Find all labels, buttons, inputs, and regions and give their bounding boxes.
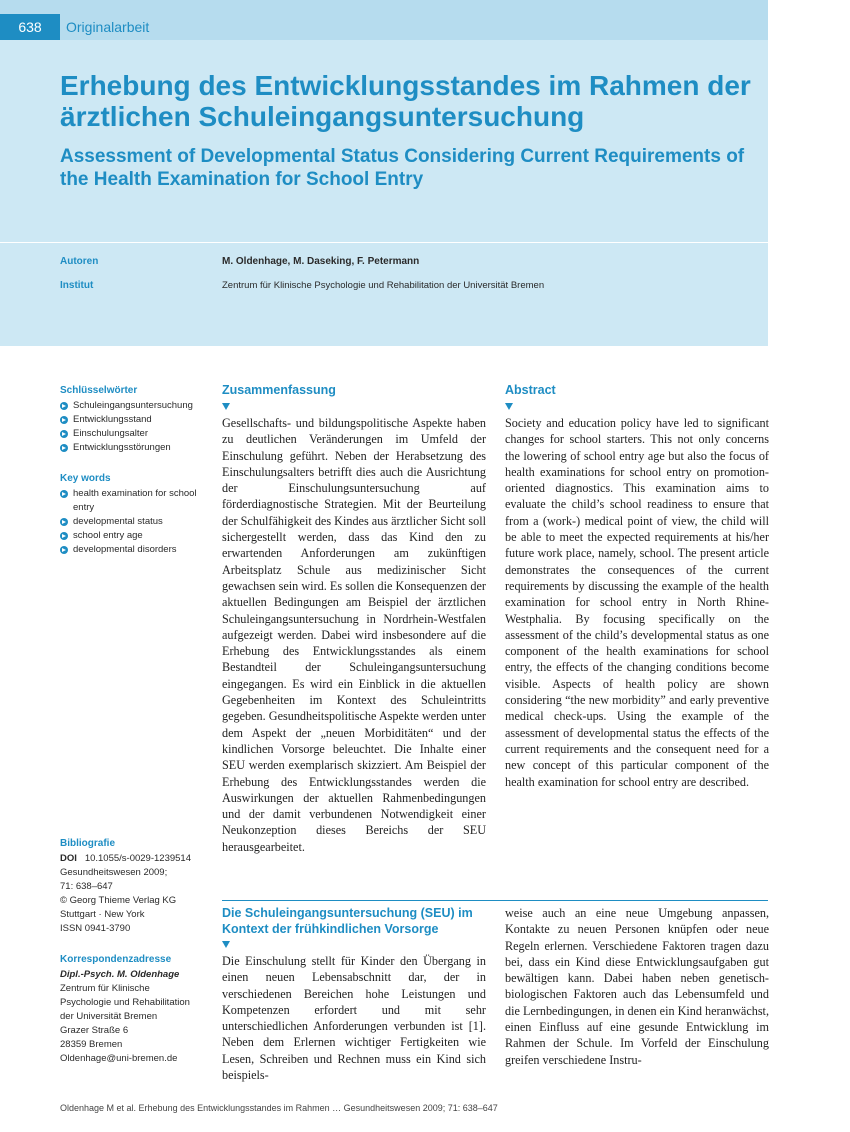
seu-text-right: weise auch an eine neue Umgebung anpassen, Kontakte zu neuen Personen knüpfen oder neue Regeln erlernen. Verschiedene Faktoren tragen dazu bei, dass ein Kind diese Entwicklungsaufgaben gut bewältigen kann. Dabei haben neben genetisch-biologischen Faktoren auch das Lebensumfeld und die Lernbedingungen, in denen ein Kind heranwächst, einen Einfluss auf eine gesunde Entwicklung im Rahmen der Schule. Im Vorfeld der Einschulung greifen verschiedene Instru- [505, 906, 769, 1067]
bibliography-label: Bibliografie [60, 838, 116, 849]
biblio-line: Stuttgart · New York [60, 909, 145, 920]
keyword-item: health examination for school entry [60, 487, 200, 515]
triangle-marker-icon [222, 403, 230, 410]
article-title: Erhebung des Entwicklungsstandes im Rahmen der ärztlichen Schuleingangsuntersuchung [60, 70, 751, 132]
seu-text-left: Die Einschulung stellt für Kinder den Übergang in einen neuen Lebensabschnitt dar, der in verschiedenen Bereichen hohe Leistungen und Kompetenzen erfordert und mit sehr unterschiedlichen Anforderungen verbunden ist [1]. Neben dem Erlernen wichtiger Fertigkeiten wie Lesen, Schreiben und Rechnen muss ein Kind sich beispiels- [222, 954, 486, 1083]
biblio-line: Gesundheitswesen 2009; [60, 867, 168, 878]
institute: Zentrum für Klinische Psychologie und Rehabilitation der Universität Bremen [222, 280, 545, 291]
keywords-de-block [60, 384, 210, 455]
address-line: der Universität Bremen [60, 1011, 158, 1022]
correspondence-block [60, 953, 210, 1066]
keyword-item: Entwicklungsstörungen [60, 441, 210, 455]
zusammenfassung-heading: Zusammenfassung [222, 383, 336, 397]
doi-line: DOI 10.1055/s-0029-1239514 [60, 853, 191, 864]
authors-label: Autoren [60, 256, 99, 267]
article-subtitle: Assessment of Developmental Status Considering Current Requirements of the Health Examination for School Entry [60, 146, 745, 190]
bibliography-block [60, 837, 210, 936]
address-line: Zentrum für Klinische [60, 983, 150, 994]
keyword-item: Einschulungsalter [60, 427, 210, 441]
arrow-bullet-icon [60, 402, 68, 410]
keyword-item: Entwicklungsstand [60, 413, 210, 427]
keyword-item: school entry age [60, 529, 200, 543]
section-label: Originalarbeit [66, 19, 150, 35]
zusammenfassung-text: Gesellschafts- und bildungspolitische Aspekte haben zu deutlichen Veränderungen im Umfeld der Einschulung geführt. Neben der Herabsetzung des Einschulungsalters betrifft dies auch die Ausrichtung der Einschulungsuntersuchung auf förderdiagnostische Strategien. Mit der Beurteilung der Schulfähigkeit des Kindes aus ärztlicher Sicht soll sichergestellt werden, dass das Kind den zu erwartenden Anforderungen am zukünftigen Arbeitsplatz Schule aus medizinischer Sicht gewachsen sein wird. Es sollen die Konsequenzen der aktuellen Bedingungen am Beispiel der ärztlichen Schuleingangsuntersuchung in Nordrhein-Westfalen aufgezeigt werden. Dabei wird insbesondere auf die Erhebung des Entwicklungsstandes als einem Bestandteil der Schuleingangsuntersuchung eingegangen. Es wird ein Einblick in die aktuellen Gegebenheiten im Kontext des Schuleintritts gegeben. Gesundheitspolitische Aspekte werden unter dem Aspekt der „neuen Morbiditäten“ und der kindlichen Vorsorge beleuchtet. Die Inhalte einer SEU werden exemplarisch skizziert. Am Beispiel der Erhebung des Entwicklungsstandes werden die Auswirkungen der aktuellen Rahmenbedingungen und der damit verbundenen Notwendigkeit einer Neukonzeption dieses Bereichs der SEU herausgearbeitet. [222, 416, 486, 854]
arrow-bullet-icon [60, 490, 68, 498]
correspondence-name: Dipl.-Psych. M. Oldenhage [60, 969, 180, 980]
keywords-en-block [60, 472, 200, 557]
section-rule [222, 900, 768, 901]
page-number: 638 [0, 14, 60, 40]
email-link[interactable]: Oldenhage@uni-bremen.de [60, 1053, 178, 1064]
biblio-line: ISSN 0941-3790 [60, 923, 131, 934]
correspondence-label: Korrespondenzadresse [60, 954, 172, 965]
keywords-de-label: Schlüsselwörter [60, 385, 138, 396]
triangle-marker-icon [505, 403, 513, 410]
arrow-bullet-icon [60, 416, 68, 424]
abstract-heading: Abstract [505, 383, 556, 397]
biblio-line: 71: 638–647 [60, 881, 113, 892]
page-footer: Oldenhage M et al. Erhebung des Entwicklungsstandes im Rahmen … Gesundheitswesen 2009; 71: 638–647 [60, 1103, 498, 1113]
arrow-bullet-icon [60, 546, 68, 554]
keyword-item: Schuleingangsuntersuchung [60, 399, 210, 413]
doi-value[interactable]: 10.1055/s-0029-1239514 [84, 853, 191, 864]
biblio-line: © Georg Thieme Verlag KG [60, 895, 177, 906]
arrow-bullet-icon [60, 532, 68, 540]
arrow-bullet-icon [60, 518, 68, 526]
triangle-marker-icon [222, 941, 230, 948]
address-line: Grazer Straße 6 [60, 1025, 129, 1036]
keyword-item: developmental disorders [60, 543, 200, 557]
seu-heading: Die Schuleingangsuntersuchung (SEU) im Kontext der frühkindlichen Vorsorge [222, 906, 473, 936]
address-line: Psychologie und Rehabilitation [60, 997, 190, 1008]
arrow-bullet-icon [60, 444, 68, 452]
keyword-item: developmental status [60, 515, 200, 529]
keywords-en-label: Key words [60, 473, 111, 484]
abstract-text: Society and education policy have led to significant changes for school starters. This not only concerns the lowering of school entry age but also the focus of health examinations for school entry on promotion-oriented diagnostics. This examination aims to evaluate the child’s school readiness to ensure that from a (work-) medical point of view, the child will be able to meet the expected requirements at his/her future work place, namely, school. The present article demonstrates the consequences of the current requirements by discussing the example of the health examination for school entry in North Rhine-Westphalia. By focusing specifically on the assessment of the child’s developmental status as one component of the health examinations for school entry, the effects of the changing conditions become visible. Aspects of health policy are shown considering “the new morbidity” and early preventive medical check-ups. Using the example of the assessment of developmental status the effects of the current requirements and the consequent need for a new concept of this particular component of the health examination for school entry are described. [505, 416, 769, 789]
institute-label: Institut [60, 280, 94, 291]
arrow-bullet-icon [60, 430, 68, 438]
header-divider [0, 242, 768, 243]
address-line: 28359 Bremen [60, 1039, 123, 1050]
authors: M. Oldenhage, M. Daseking, F. Petermann [222, 256, 420, 267]
